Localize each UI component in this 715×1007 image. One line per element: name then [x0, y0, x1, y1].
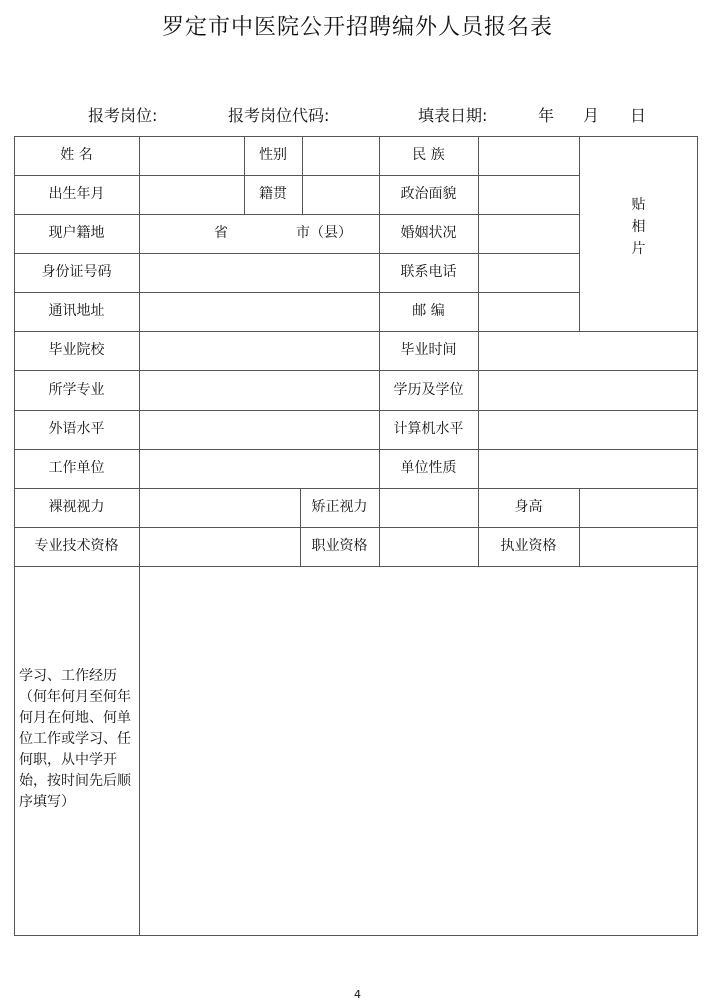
- fill-date-label: 填表日期:: [418, 106, 488, 125]
- photo-label-2: 相: [631, 219, 646, 235]
- id-number-label: 身份证号码: [41, 264, 112, 281]
- employer-type-label: 单位性质: [400, 460, 457, 477]
- prof-title-label: 专业技术资格: [34, 538, 119, 555]
- marital-status-field[interactable]: [479, 215, 579, 253]
- form-title: 罗定市中医院公开招聘编外人员报名表: [161, 15, 553, 40]
- photo-label-1: 贴: [631, 197, 646, 213]
- position-code-label: 报考岗位代码:: [228, 106, 330, 125]
- computer-label: 计算机水平: [393, 421, 464, 438]
- practice-label: 执业资格: [500, 538, 557, 555]
- employer-type-field[interactable]: [479, 450, 697, 488]
- vocational-label: 职业资格: [311, 538, 368, 555]
- postcode-label: 邮 编: [412, 303, 445, 320]
- language-label: 外语水平: [48, 421, 105, 438]
- gender-field[interactable]: [303, 137, 379, 175]
- major-field[interactable]: [140, 371, 379, 410]
- name-label: 姓 名: [60, 147, 93, 164]
- gender-label: 性别: [259, 147, 287, 164]
- language-field[interactable]: [140, 411, 379, 449]
- experience-label: 学习、工作经历（何年何月至何年何月在何地、何单位工作或学习、任何职，从中学开始，按时间先后顺序填写）: [19, 668, 131, 810]
- name-field[interactable]: [140, 137, 244, 175]
- height-label: 身高: [514, 499, 543, 516]
- political-status-label: 政治面貌: [400, 186, 457, 203]
- year-label: 年: [538, 106, 555, 125]
- height-field[interactable]: [580, 489, 697, 527]
- postcode-field[interactable]: [479, 293, 579, 331]
- prof-title-field[interactable]: [140, 528, 300, 566]
- month-label: 月: [583, 106, 600, 125]
- native-place-field[interactable]: [303, 176, 379, 214]
- id-number-field[interactable]: [140, 254, 379, 292]
- household-label: 现户籍地: [48, 225, 105, 242]
- province-label: 省: [214, 225, 228, 242]
- computer-field[interactable]: [479, 411, 697, 449]
- corrected-vision-field[interactable]: [380, 489, 478, 527]
- photo-label-3: 片: [631, 241, 646, 257]
- day-label: 日: [630, 106, 647, 125]
- naked-vision-field[interactable]: [140, 489, 300, 527]
- political-status-field[interactable]: [479, 176, 579, 214]
- grad-time-field[interactable]: [479, 332, 697, 370]
- school-label: 毕业院校: [48, 342, 105, 359]
- position-label: 报考岗位:: [88, 106, 158, 125]
- phone-field[interactable]: [479, 254, 579, 292]
- marital-status-label: 婚姻状况: [400, 225, 457, 242]
- grad-time-label: 毕业时间: [400, 342, 457, 359]
- naked-vision-label: 裸视视力: [48, 499, 105, 516]
- page-number: 4: [354, 988, 361, 1001]
- address-label: 通讯地址: [48, 303, 105, 320]
- school-field[interactable]: [140, 332, 379, 370]
- experience-field[interactable]: [140, 567, 697, 935]
- major-label: 所学专业: [48, 381, 105, 398]
- birth-label: 出生年月: [48, 186, 105, 203]
- phone-label: 联系电话: [400, 264, 457, 281]
- degree-field[interactable]: [479, 371, 697, 410]
- ethnicity-label: 民 族: [412, 147, 445, 164]
- household-field[interactable]: [140, 214, 379, 253]
- city-label: 市（县）: [296, 225, 352, 242]
- employer-label: 工作单位: [48, 460, 105, 477]
- address-field[interactable]: [140, 293, 379, 331]
- native-place-label: 籍贯: [259, 186, 287, 203]
- practice-field[interactable]: [580, 528, 697, 566]
- vocational-field[interactable]: [380, 528, 478, 566]
- birth-field[interactable]: [140, 176, 244, 214]
- photo-area[interactable]: [580, 137, 697, 257]
- corrected-vision-label: 矫正视力: [311, 499, 368, 516]
- ethnicity-field[interactable]: [479, 137, 579, 175]
- employer-field[interactable]: [140, 450, 379, 488]
- degree-label: 学历及学位: [393, 381, 464, 398]
